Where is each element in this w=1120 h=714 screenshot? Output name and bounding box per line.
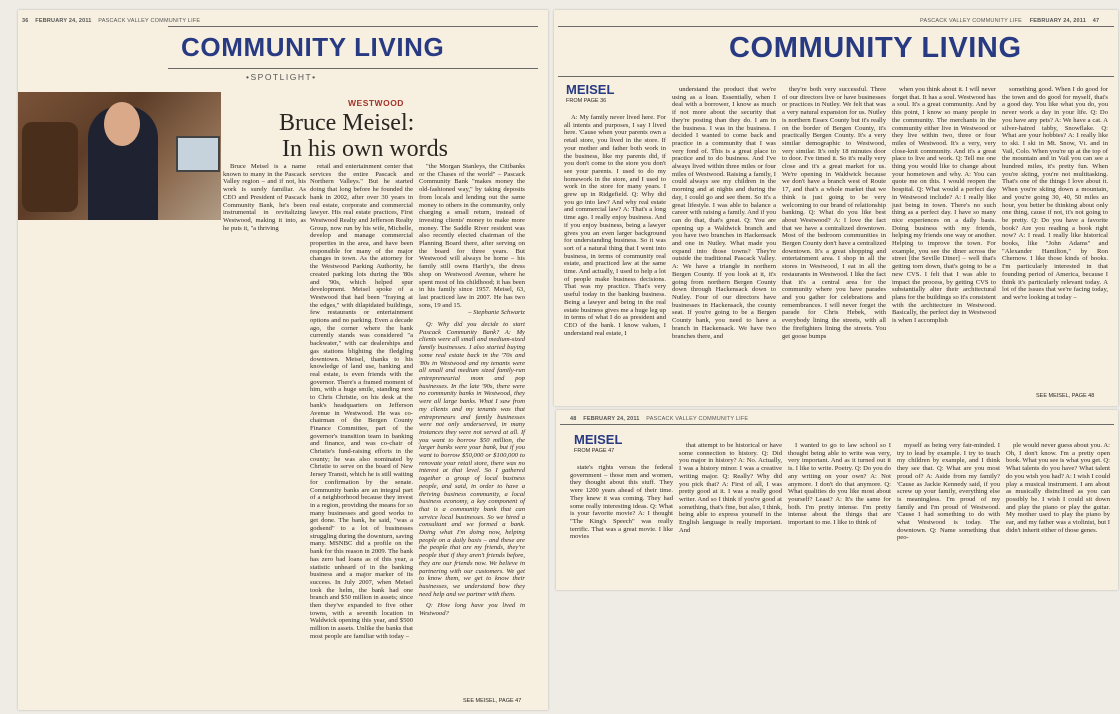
banner-rule (558, 76, 1114, 77)
column-5-text: ple would never guess about you. A: Oh, I don't know. I'm a pretty open book. What you see is what you get. Q: What talents do you have? What talent do you wish you had? A: I wish I could play a musical instrument. I am about as musically disinclined as you can possibly be. I wish I could sit down and play the piano or play the guitar. My mother used to play the piano by ear, and my father was a violinist, but I didn't inherit either of those genes. (1006, 442, 1110, 534)
paper-name: PASCACK VALLEY COMMUNITY LIFE (98, 18, 201, 24)
banner-rule (168, 68, 538, 69)
jump-head: MEISEL (574, 432, 623, 447)
page-36-clipping (18, 10, 548, 710)
column-3-text: I wanted to go to law school so I thought being able to write was very, very important. And as it turned out it is. I like to write. Poetry. Q: Do you do any writing on your own? A: Not anymore. I don't do that anymore. Q: What qualities do you like most about yourself? Least? A: It's the same for both. I'm pretty intense. I'm pretty intense about the things that are important to me. I like to think of (788, 442, 891, 527)
intro-column-1 (223, 163, 306, 232)
top-rule (558, 26, 1114, 27)
jump-from: FROM PAGE 47 (574, 448, 615, 454)
column-1-text: state's rights versus the federal government – those men and women, they thought about this stuff. They were 1200 years ahead of their time. They knew it was coming. They had some really interesting ideas. Q: What is your favorite movie? A: I thought "The King's Speech" was really terrific. That was a great movie. I like movies (570, 464, 673, 541)
intro-body: retail and entertainment center that services the entire Pascack and Northern Valleys." But he started doing that long before he founded the bank in 2002, after over 30 years in real estate, corporate and commercial lawyer. His real estate practices, First Westwood Realty and Jefferson Realty Group, now run by his wife, Michelle, develop and manage commercial properties in the area, and have been responsible for many of the major changes in town. As the attorney for the Westwood Parking Authority, he created parking lots during the '80s and '90s, which helped spur development. Meisel spoke of a Westwood that had been "fraying at the edges," with dilapidated buildings, few restaurants or entertainment options and no parking. Even a decade ago, the corner where the bank currently stands was considered "a backwater," with car dealerships and gas stations blighting the fledgling downtown. Meisel, thanks to his knowledge of land use, banking and real estate, is even friends with the governor. There's a framed moment of him, with a huge smile, standing next to Chris Christie, on his desk at the bank's headquarters on Jefferson Avenue in Westwood. He was co-chairman of the Bergen County Finance Committee, part of the governor's transition team in banking and finance, and was co-chair of Christie's fund-raising efforts in the county; he was also nominated by Christie to serve on the board of New Jersey Transit, which he is still waiting for confirmation by the senate. Community banks are an integral part of a neighborhood because they invest in a region, providing the means for so many businesses and good works to get done. The bank, he said, "was a godsend" to a lot of businesses struggling during the downturn, saving many. MSNBC did a profile on the bank for this reason in 2009. The bank has zero bad loans as of this year, a statistic unheard of in the banking business and a major marker of its success. In July 2007, when Meisel took the helm, the bank had one branch and $50 million in assets; since then they've expanded to five other towns, with a seventh location in Waldwick opening this year, and $500 million in assets. Unlike the banks that most people are familiar with today – (310, 163, 413, 640)
page-number: 36 (22, 18, 29, 24)
photo-chair (22, 122, 78, 212)
page-number: 48 (570, 416, 577, 422)
continued-note: SEE MEISEL, PAGE 48 (1036, 393, 1095, 399)
intro-column-2 (310, 163, 413, 703)
page-47-folio (920, 18, 1104, 24)
column-4 (897, 442, 1000, 586)
byline: – Stephanie Schwartz (468, 309, 525, 317)
issue-date: FEBRUARY 24, 2011 (35, 18, 92, 24)
intro-text: Bruce Meisel is a name known to many in the Pascack Valley region – and if not, his work is surely familiar. As CEO and President of Pascack Community Bank, he's been instrumental in revitalizing Westwood, making it into, as he puts it, "a thriving (223, 163, 306, 232)
column-1 (564, 114, 666, 400)
kicker-label: SPOTLIGHT (250, 72, 313, 82)
column-2 (672, 86, 776, 400)
jump-head: MEISEL (566, 82, 615, 97)
column-5 (1006, 442, 1110, 586)
top-rule (168, 26, 538, 27)
photo-monitor (176, 136, 220, 172)
interview-column-3 (419, 163, 525, 703)
column-2-text: understand the product that we're using as a loan. Essentially, when I deal with a borrower, I know as much if not more about the security that they're posting than they do. I am in the business. I was in the business. I decided I wanted to come back and practice in a community that I was very fond of. This is a great place to practice and to do business. And I've always lived within three miles or four miles of Westwood. Raising a family, I could always see my children in the morning and at nights and during the day, I could go and see them. So it's a great lifestyle. I was able to balance a career with raising a family. And if you can do that, that's great. Q: You are opening up a Waldwick branch and you have two branches in Hackensack and one in Nutley. What made you expand into those towns? They're outside the traditional Pascack Valley. A: We have a triangle in northern Bergen County. If you look at it, it's going from northern Bergen County down through Hackensack down to Nutley. Four of our directors have businesses in Hackensack, the county seat. If you're going to be a Bergen County bank, you need to have a branch in Hackensack. We have two branches there, and (672, 86, 776, 340)
issue-date: FEBRUARY 24, 2011 (1029, 18, 1087, 24)
town-label: WESTWOOD (348, 98, 404, 108)
column-2-text: that attempt to be historical or have some connection to history. Q: Did you major in history? A: No. Actually, I was a history minor. I was a creative writing major. Q: Really? Why did you pick that? A: First of all, I was pretty good at it. I was a really good writer. And so I think if you're good at something, that's fine, but also, I think, being able to express yourself in the English language is really important. And (679, 442, 782, 534)
column-5 (1002, 86, 1108, 386)
page-48-clipping (556, 410, 1118, 590)
qa-body: Q: Why did you decide to start Pascack Community Bank? A: My clients were all small and medium-sized family businesses. I also started buying some real estate back in the '70s and '80s in Westwood and my tenants were all small and medium sized family-run entrepreneurial mom and pop businesses. In the late '90s, there were no community banks in Westwood, they were all large banks. What I saw from my clients and my tenants was that entrepreneurs and family businesses were not only underserved, in many instances they were not served at all. If you want to borrow $50 million, the larger banks were your bank, but if you want to borrow $50,000 or $100,000 to renovate your retail store, there was no interest at that level. So I gathered together a group of local business people, and said, in order to have a thriving business community, a local business economy, a key component of that is a community bank that can service local businesses. So we hired a consultant and we formed a bank. Doing what I'm doing now, helping people on a daily basis – and these are the people that are my friends, they're people that if they aren't friends before, they are our friends now. We believe in partnering with our customers. We get to know them, we get to know their businesses, we understand how they need help and we partner with them. (419, 321, 525, 598)
section-banner: COMMUNITY LIVING (181, 32, 445, 62)
column-3 (788, 442, 891, 586)
last-question: Q: How long have you lived in Westwood? (419, 602, 525, 618)
top-rule (560, 424, 1114, 425)
section-banner: COMMUNITY LIVING (729, 32, 1022, 64)
column-5-text: something good. When I do good for the town and do good for myself, that's a good day. You like what you do, you never work a day in your life. Q: Do you have any pets? A: We have a cat. A silver-haired tabby, Snowflake. Q: What are your hobbies? A: I really like to ski. I ski in Mt. Snow, Vt. and in Vail, Colo. When you're up at the top of the mountain and in Vail you can see a hundred miles, it's pretty fun. When you're skiing, you're not multitasking. That's one of the things I love about it. When you're skiing down a mountain, and you're going 30, 40, 50 miles an hour, you better be thinking about only one thing, cause if not, it's not going to be pretty. Q: Do you have a favorite book? Are you reading a book right now? A: I read. I really like historical books, like "John Adams" and "Alexander Hamilton," by Ron Chernow. I like those kinds of books. I'm particularly interested in that founding period of America, because I think it's particularly relevant today. A lot of the issues that we're facing today, and we're looking at today – (1002, 86, 1108, 301)
column-4-text: myself as being very fair-minded. I try to lead by example. I try to teach my children by example, and I think they see that. Q: What are you most proud of? A: Aside from my family? 'Cause as Jackie Kennedy said, if you screw up your family, everything else is meaningless. I'm proud of my family and I'm proud of Westwood. 'Cause I had something to do with what Westwood is today. The downtown. Q: Name something that peo- (897, 442, 1000, 542)
column-4 (892, 86, 996, 400)
intro-continued: "the Morgan Stanleys, the Citibanks or the Chases of the world" – Pascack Community Bank "makes money the old-fashioned way," by taking deposits from locals and lending out the same money to others in the community, only charging a small return, instead of investing clients' money to make more money. The Saddle River resident was also recently elected chairman of the Planning Board there, after serving on the board for three years. But Westwood will always be home – his family still owns Hartly's, the dress shop on Westwood Avenue, where he spent most of his childhood; it has been in his family since 1957. Meisel, 63, last practiced law in 2007. He has two sons, 19 and 15. (419, 163, 525, 309)
page-number: 47 (1092, 18, 1100, 24)
column-3-text: they're both very successful. Three of our directors live or have businesses or practices in Nutley. We felt that was a very natural expansion for us. Nutley is northern Essex County but it's really on the border of Bergen County, it's practically Bergen County. It's a very similar demographic to Westwood, very similar. It's only 18 minutes door to door. I've timed it. So it's really very close and it's a great market for us. We're opening in Waldwick because we don't have a branch west of Route 17, and that's a whole market that we think is just going to be very welcoming to our brand of relationship banking. Q: What do you like best about Westwood? A: I love the fact that we have a centralized downtown. Most of the bedroom communities in Bergen County don't have a centralized downtown. It's a great shopping and entertainment area. I shop in all the stores in Westwood, I eat in all the restaurants in Westwood. I like the fact that it's a central area for the community where you have parades and you gather for celebrations and remembrances. I will never forget the parade for Chris Hebek, with everybody lining the streets, with all the firefighters lining the streets. You get goose bumps (782, 86, 886, 340)
column-2 (679, 442, 782, 586)
column-1-text: A: My family never lived here. For all intents and purposes, I say I lived here. 'Cause when your parents own a retail store, you lived in the store. If your mother and father both work in the business, like my parents did, if you don't come to the store you don't see your parents. I used to do my homework in the store, and I used to work in the store for many years. I grew up in Ridgefield. Q: Why did you go into law? And why real estate and commercial law? A: That's a long time ago. I really enjoy business. And if you enjoy business, being a lawyer gives you an even larger background for understanding business. So it was sort of a natural thing that I went into business, in terms of community real estate, and practiced law at the same time. And actually, I used to help a lot of people make business decisions. That was my practice. That's very useful today in the banking business. Being a lawyer and being in the real estate business gives me a huge leg up in terms of what I do as president and CEO of the bank. I know values, I understand real estate, I (564, 114, 666, 337)
photo-face (104, 102, 140, 146)
issue-date: FEBRUARY 24, 2011 (583, 416, 640, 422)
paper-name: PASCACK VALLEY COMMUNITY LIFE (920, 18, 1022, 24)
bruce-meisel-photo (18, 92, 221, 220)
headline-line-1: Bruce Meisel: (279, 110, 415, 136)
column-1 (570, 464, 673, 586)
page-36-folio (22, 18, 200, 24)
column-4-text: when you think about it. I will never forget that. It has a soul. Westwood has a soul. It's a great community. And by this point, I know so many people in the community. The merchants in the community either live in Westwood or they live within two, three or four miles of Westwood. It's a very, very close-knit community. And it's a great place to live and work. Q: Tell me one thing you would like to change about your hometown and why. A: You can quote me on this. I would reopen the hospital. Q: What would a perfect day in Westwood include? A: I really like just being in town. There's no such thing as a perfect day. I have so many nice experiences on a daily basis. Doing business with my friends, helping my friends one way or another. Helping to improve the town. For example, you see the diner across the street [the Seville Diner] – well that's getting torn down, that's going to be a new CVS. I felt that I was able to impact the process, by getting CVS to substantially alter their architectural plans for the buildings so it's consistent with the architecture in Westwood. Basically, the perfect day in Westwood is when I accomplish (892, 86, 996, 325)
spotlight-kicker: •SPOTLIGHT• (246, 72, 317, 82)
paper-name: PASCACK VALLEY COMMUNITY LIFE (646, 416, 749, 422)
column-3 (782, 86, 886, 400)
page-48-folio (570, 416, 748, 422)
continued-note: SEE MEISEL, PAGE 47 (463, 698, 522, 704)
jump-from: FROM PAGE 36 (566, 98, 607, 104)
page-47-clipping (554, 10, 1118, 406)
headline-line-2: In his own words (282, 136, 448, 162)
